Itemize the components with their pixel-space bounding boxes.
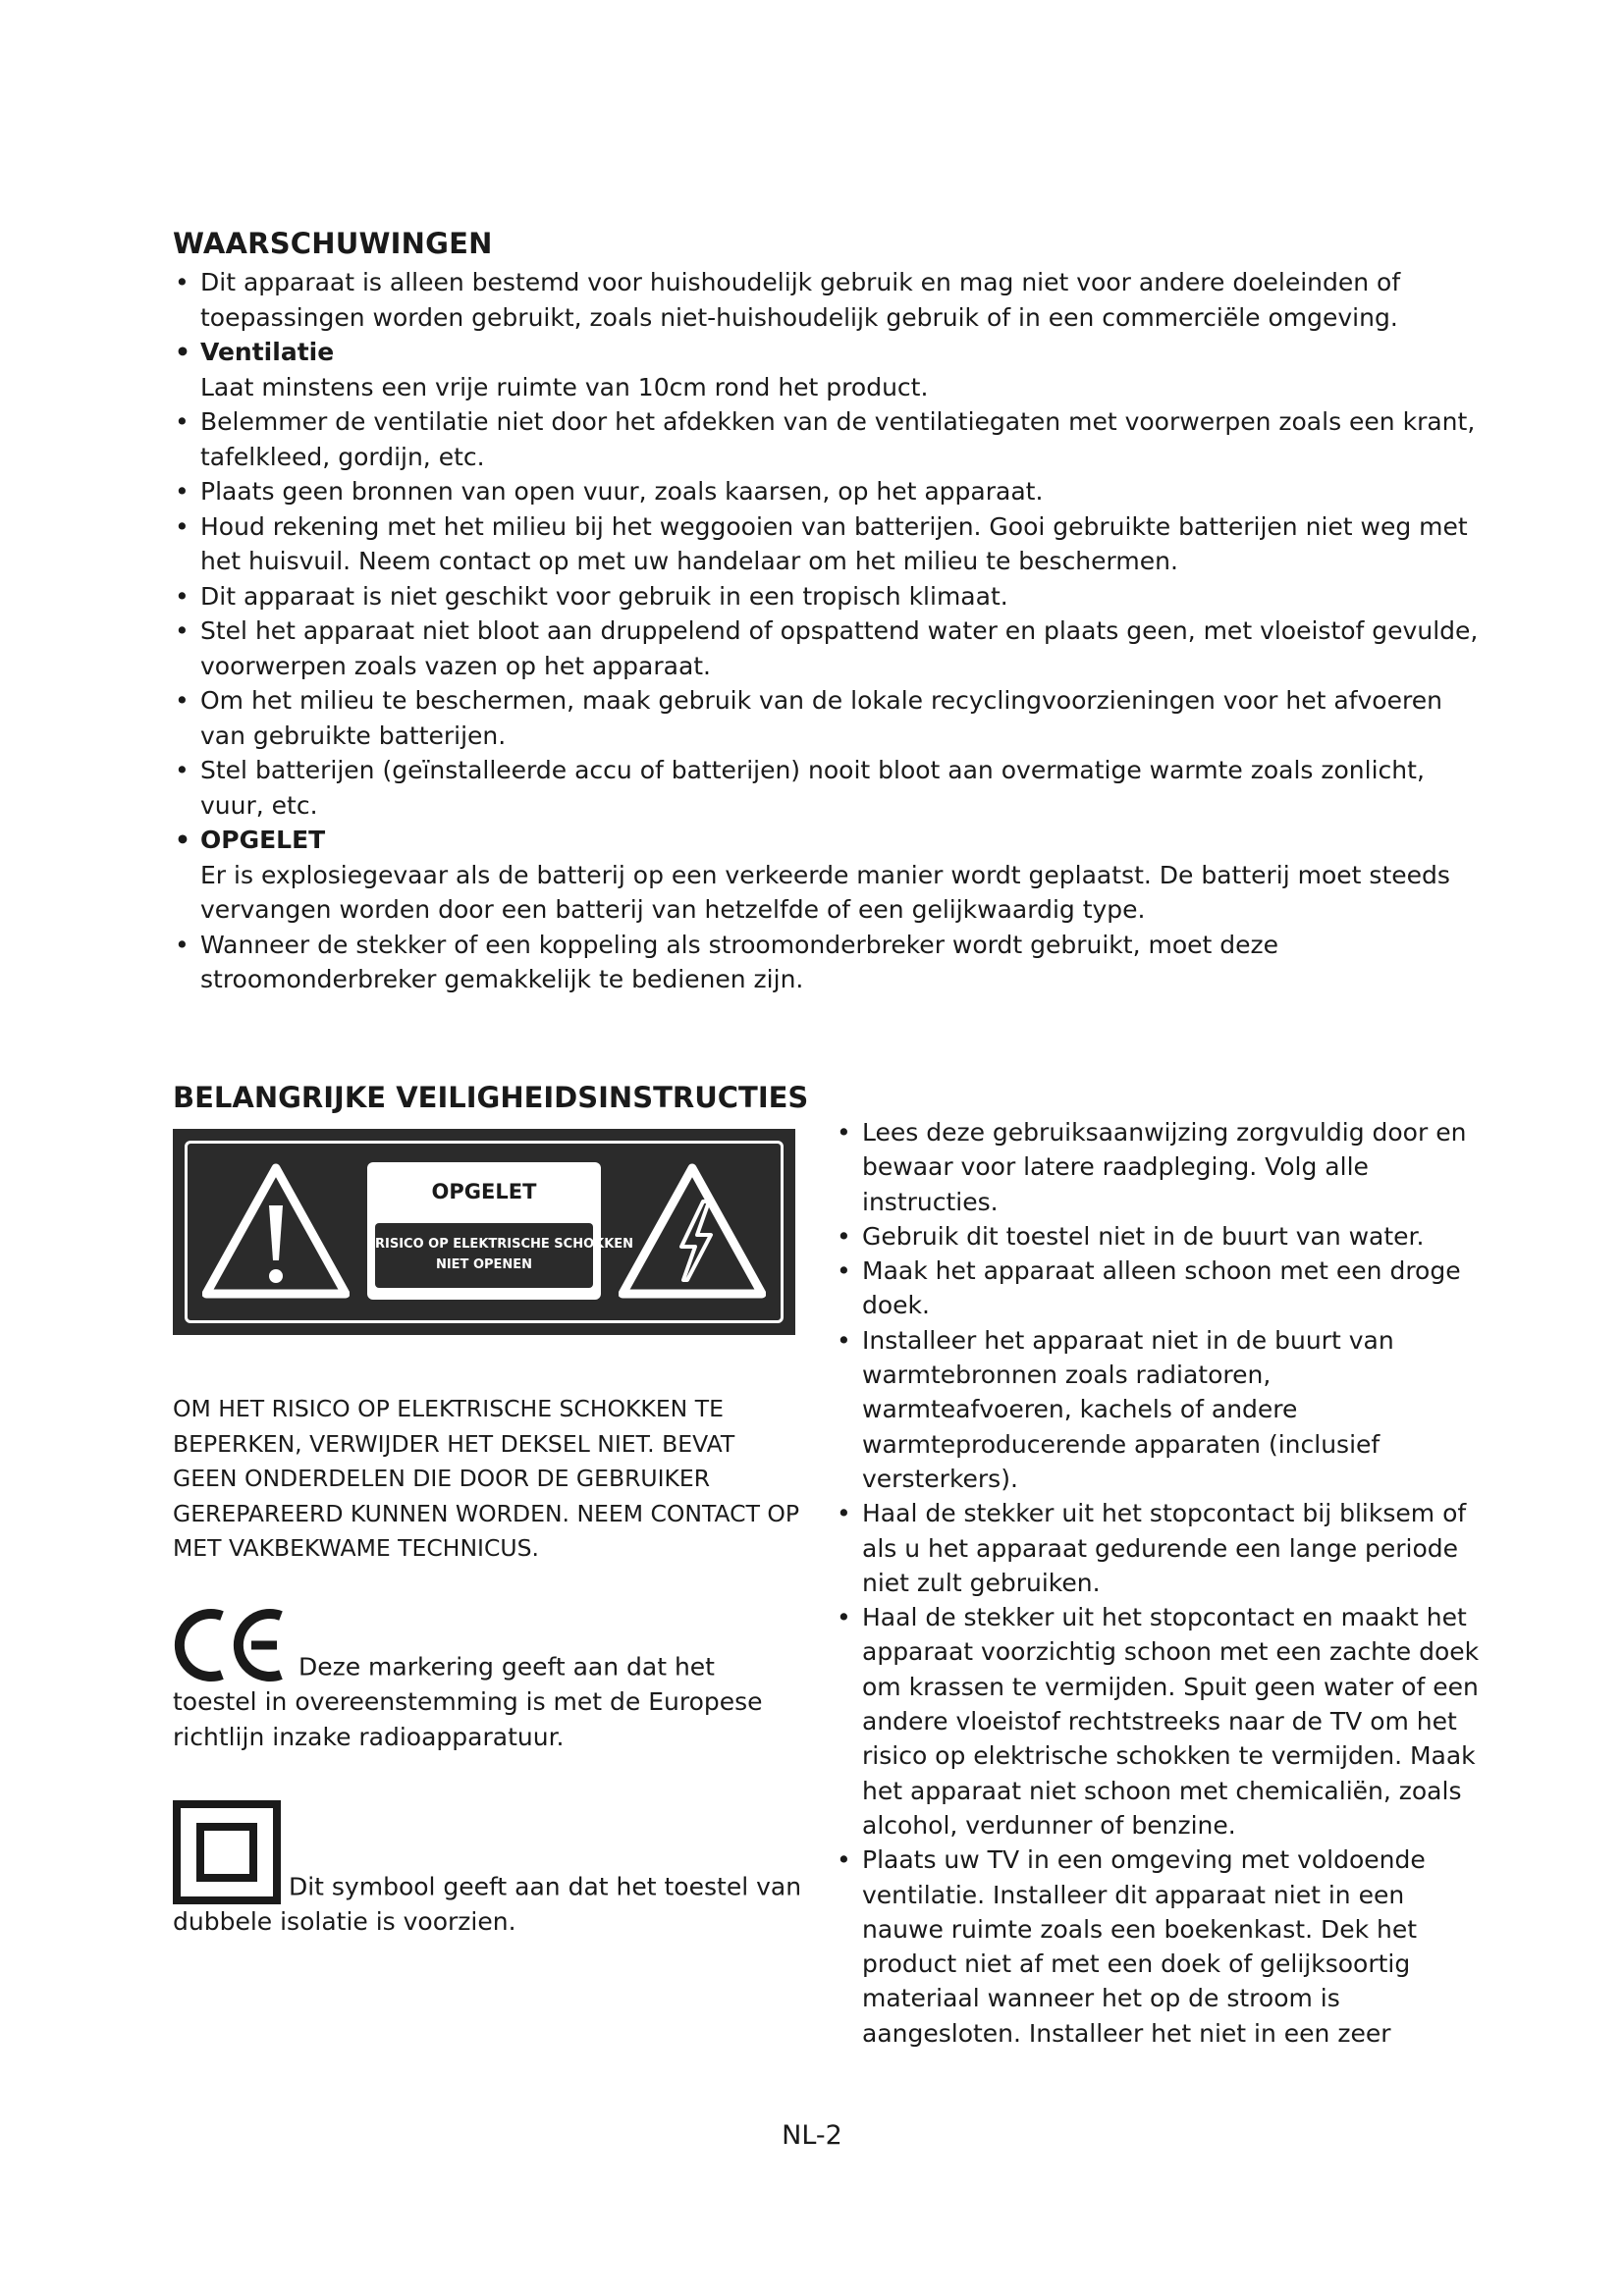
ce-text-rest: toestel in overeenstemming is met de Europese richtlijn inzake radioapparatuur. <box>173 1687 763 1751</box>
caution-title: OPGELET <box>431 1180 537 1203</box>
page-number: NL-2 <box>782 2120 842 2151</box>
warning-item: • Om het milieu te beschermen, maak gebruik van de lokale recyclingvoorzieningen voor het afvoeren van gebruikte batterijen. <box>173 683 1479 753</box>
warning-item: • Wanneer de stekker of een koppeling als stroomonderbreker wordt gebruikt, moet deze stroomonderbreker gemakkelijk te bedienen zijn. <box>173 928 1479 997</box>
safety-instruction-item: • Installeer het apparaat niet in de buurt van warmtebronnen zoals radiatoren, warmteafvoeren, kachels of andere warmteproducerende apparaten (inclusief versterkers). <box>835 1323 1483 1496</box>
caution-label <box>173 1129 795 1335</box>
lightning-triangle-icon <box>619 1162 766 1300</box>
double-insulation-icon <box>173 1800 281 1904</box>
warning-item: • Dit apparaat is niet geschikt voor gebruik in een tropisch klimaat. <box>173 579 1479 614</box>
safety-instruction-item: • Haal de stekker uit het stopcontact en maakt het apparaat voorzichtig schoon met een zachte doek om krassen te vermijden. Spuit geen water of een andere vloeistof rechtstreeks naar de TV om het risico op elektrische schokken te vermijden. Maak het apparaat niet schoon met chemicaliën, zoals alcohol, verdunner of benzine. <box>835 1600 1483 1842</box>
warning-item: • Stel het apparaat niet bloot aan druppelend of opspattend water en plaats geen, met vloeistof gevulde, voorwerpen zoals vazen op het apparaat. <box>173 614 1479 683</box>
ce-text-first: Deze markering geeft aan dat het <box>298 1652 715 1682</box>
caution-center-plate <box>367 1162 634 1300</box>
warnings-list <box>173 265 1479 997</box>
safety-instruction-item: • Haal de stekker uit het stopcontact bij bliksem of als u het apparaat gedurende een lange periode niet zult gebruiken. <box>835 1496 1483 1600</box>
warning-heading-ventilation: • Ventilatie <box>173 335 1479 370</box>
double-insulation-text-rest: dubbele isolatie is voorzien. <box>173 1907 516 1936</box>
caution-subplate <box>375 1223 634 1288</box>
warning-item: Laat minstens een vrije ruimte van 10cm rond het product. <box>200 372 929 401</box>
ce-statement <box>173 1606 801 1754</box>
warnings-title: WAARSCHUWINGEN <box>173 227 493 260</box>
warning-item: • Stel batterijen (geïnstalleerde accu of batterijen) nooit bloot aan overmatige warmte zoals zonlicht, vuur, etc. <box>173 753 1479 823</box>
warning-item: Er is explosiegevaar als de batterij op een verkeerde manier wordt geplaatst. De batterij moet steeds vervangen worden door een batterij van hetzelfde of een gelijkwaardig type. <box>200 860 1450 924</box>
exclamation-triangle-icon <box>202 1162 350 1300</box>
warning-item: • Plaats geen bronnen van open vuur, zoals kaarsen, op het apparaat. <box>173 474 1479 509</box>
double-insulation-text-first: Dit symbool geeft aan dat het toestel van <box>288 1872 802 1901</box>
double-insulation-statement <box>173 1800 821 1940</box>
safety-instruction-item: • Gebruik dit toestel niet in de buurt van water. <box>835 1219 1483 1254</box>
caution-line-2: NIET OPENEN <box>435 1257 533 1272</box>
warning-heading-caution: • OPGELET <box>173 823 1479 858</box>
safety-instruction-item: • Lees deze gebruiksaanwijzing zorgvuldig door en bewaar voor latere raadpleging. Volg alle instructies. <box>835 1115 1483 1219</box>
safety-instructions-list <box>835 1115 1483 2051</box>
warning-item: • Dit apparaat is alleen bestemd voor huishoudelijk gebruik en mag niet voor andere doeleinden of toepassingen worden gebruikt, zoals niet-huishoudelijk gebruik of in een commerciële omgeving. <box>173 265 1479 335</box>
safety-instruction-item: • Plaats uw TV in een omgeving met voldoende ventilatie. Installeer dit apparaat niet in een nauwe ruimte zoals een boekenkast. Dek het product niet af met een doek of gelijksoortig materiaal wanneer het op de stroom is aangesloten. Installeer het niet in een zeer <box>835 1842 1483 2051</box>
safety-instructions-column <box>835 1115 1483 2051</box>
ce-mark-icon <box>173 1606 291 1684</box>
caution-line-1: RISICO OP ELEKTRISCHE SCHOKKEN <box>375 1237 634 1252</box>
warning-item: • Belemmer de ventilatie niet door het afdekken van de ventilatiegaten met voorwerpen zoals een krant, tafelkleed, gordijn, etc. <box>173 404 1479 474</box>
warning-item: • Houd rekening met het milieu bij het weggooien van batterijen. Gooi gebruikte batterijen niet weg met het huisvuil. Neem contact op met uw handelaar om het milieu te beschermen. <box>173 509 1479 579</box>
shock-risk-text: OM HET RISICO OP ELEKTRISCHE SCHOKKEN TE BEPERKEN, VERWIJDER HET DEKSEL NIET. BEVAT GEEN ONDERDELEN DIE DOOR DE GEBRUIKER GEREPAREERD KUNNEN WORDEN. NEEM CONTACT OP MET VAKBEKWAME TECHNICUS. <box>173 1395 800 1562</box>
safety-instruction-item: • Maak het apparaat alleen schoon met een droge doek. <box>835 1254 1483 1323</box>
warnings-section <box>173 224 1479 997</box>
safety-title: BELANGRIJKE VEILIGHEIDSINSTRUCTIES <box>173 1081 809 1114</box>
